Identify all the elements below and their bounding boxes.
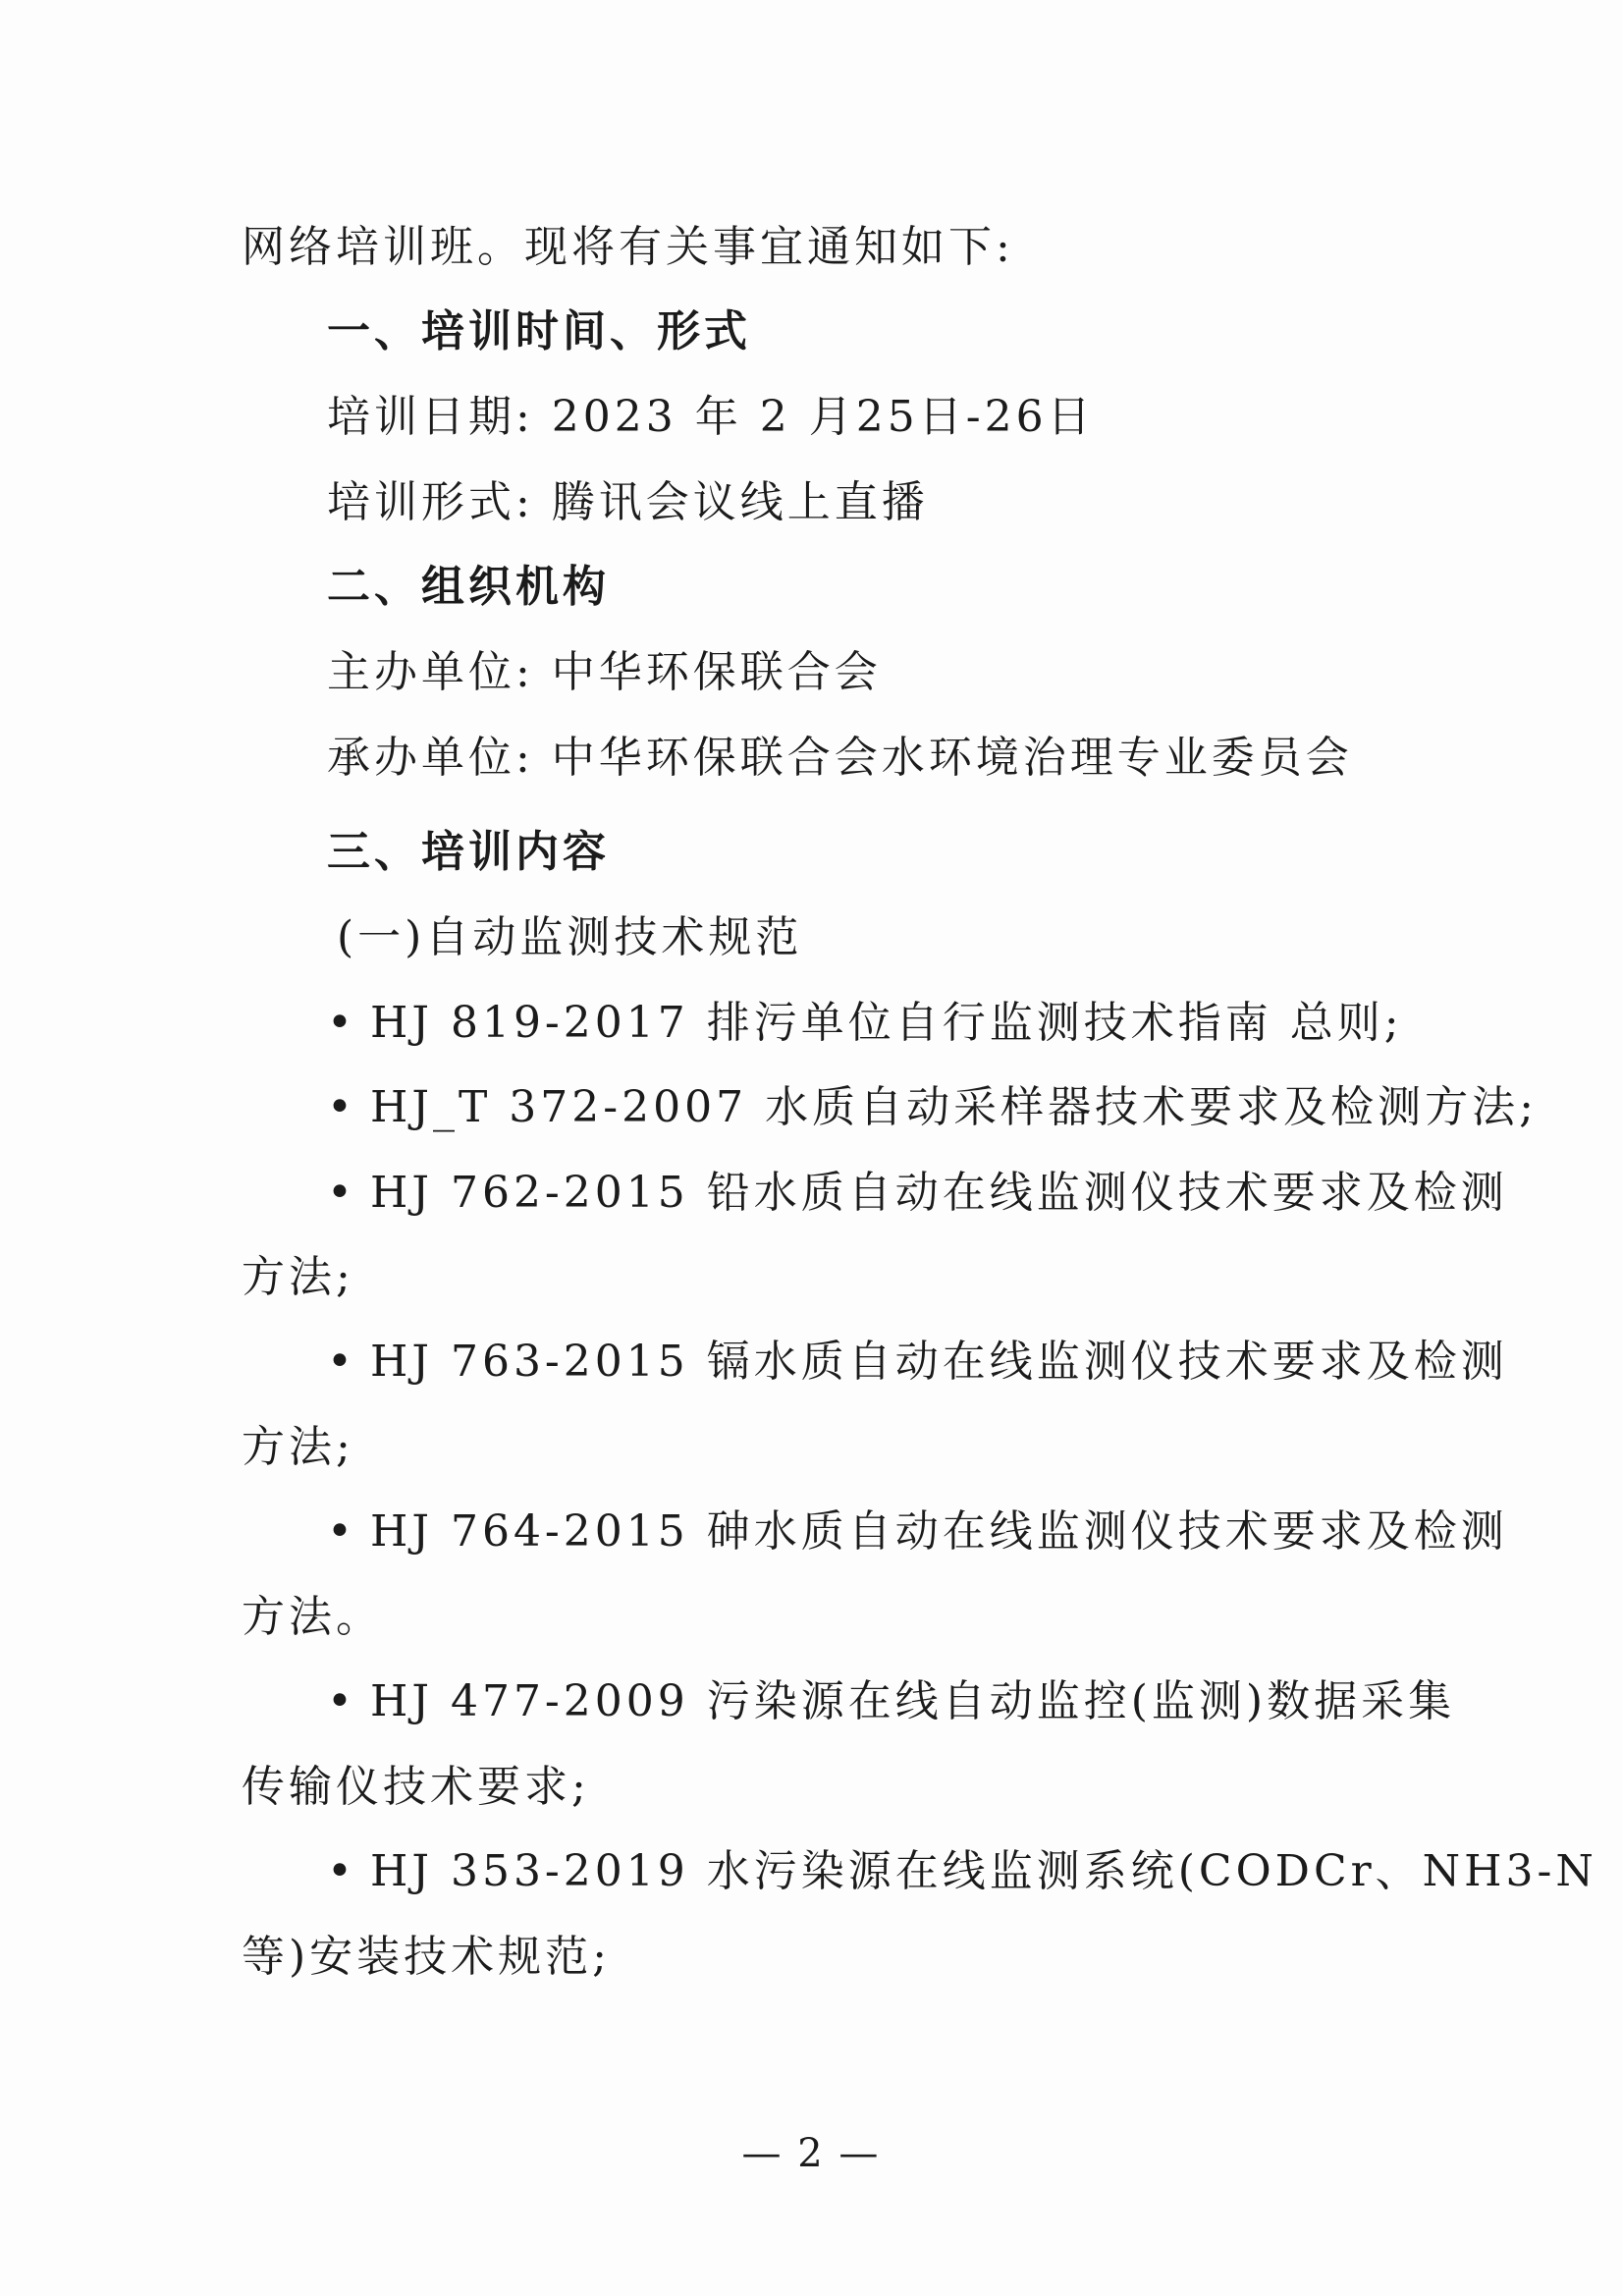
section-heading-organization: 二、组织机构 — [327, 562, 610, 612]
list-item-continuation: 传输仪技术要求; — [242, 1762, 590, 1812]
bullet-icon: • — [327, 1082, 356, 1132]
bullet-icon: • — [327, 1168, 356, 1218]
list-item-continuation: 方法; — [242, 1422, 354, 1472]
list-item — [327, 1333, 1508, 1392]
list-item — [327, 1078, 1538, 1137]
list-item-text: HJ_T 372-2007 水质自动采样器技术要求及检测方法; — [369, 1082, 1538, 1132]
list-item-continuation: 等)安装技术规范; — [242, 1932, 611, 1982]
section-heading-time-form: 一、培训时间、形式 — [327, 306, 751, 356]
list-item-text: HJ 763-2015 镉水质自动在线监测仪技术要求及检测 — [369, 1337, 1508, 1387]
list-item-text: HJ 762-2015 铅水质自动在线监测仪技术要求及检测 — [369, 1168, 1508, 1218]
bullet-icon: • — [327, 1506, 356, 1557]
list-item-text: HJ 353-2019 水污染源在线监测系统(CODCr、NH3-N — [369, 1846, 1597, 1896]
page-number: — 2 — — [741, 2131, 881, 2176]
training-date: 培训日期: 2023 年 2 月25日-26日 — [327, 392, 1095, 442]
list-item — [327, 1842, 1597, 1901]
bullet-icon: • — [327, 1337, 356, 1387]
training-form: 培训形式: 腾讯会议线上直播 — [327, 477, 929, 527]
list-item — [327, 1503, 1508, 1561]
bullet-icon: • — [327, 1846, 356, 1896]
list-item-continuation: 方法。 — [242, 1592, 383, 1642]
organizer-unit: 承办单位: 中华环保联合会水环境治理专业委员会 — [327, 733, 1353, 783]
list-item — [327, 1164, 1508, 1223]
list-item — [327, 994, 1403, 1053]
bullet-icon: • — [327, 1676, 356, 1726]
subsection-heading-auto-monitoring: (一)自动监测技术规范 — [337, 912, 803, 962]
host-unit: 主办单位: 中华环保联合会 — [327, 647, 882, 697]
list-item-text: HJ 764-2015 砷水质自动在线监测仪技术要求及检测 — [369, 1506, 1508, 1557]
list-item-text: HJ 477-2009 污染源在线自动监控(监测)数据采集 — [369, 1676, 1456, 1726]
opening-paragraph: 网络培训班。现将有关事宜通知如下: — [242, 222, 1014, 272]
list-item-continuation: 方法; — [242, 1252, 354, 1302]
bullet-icon: • — [327, 998, 356, 1048]
list-item — [327, 1672, 1455, 1731]
list-item-text: HJ 819-2017 排污单位自行监测技术指南 总则; — [369, 998, 1403, 1048]
section-heading-content: 三、培训内容 — [327, 827, 610, 877]
